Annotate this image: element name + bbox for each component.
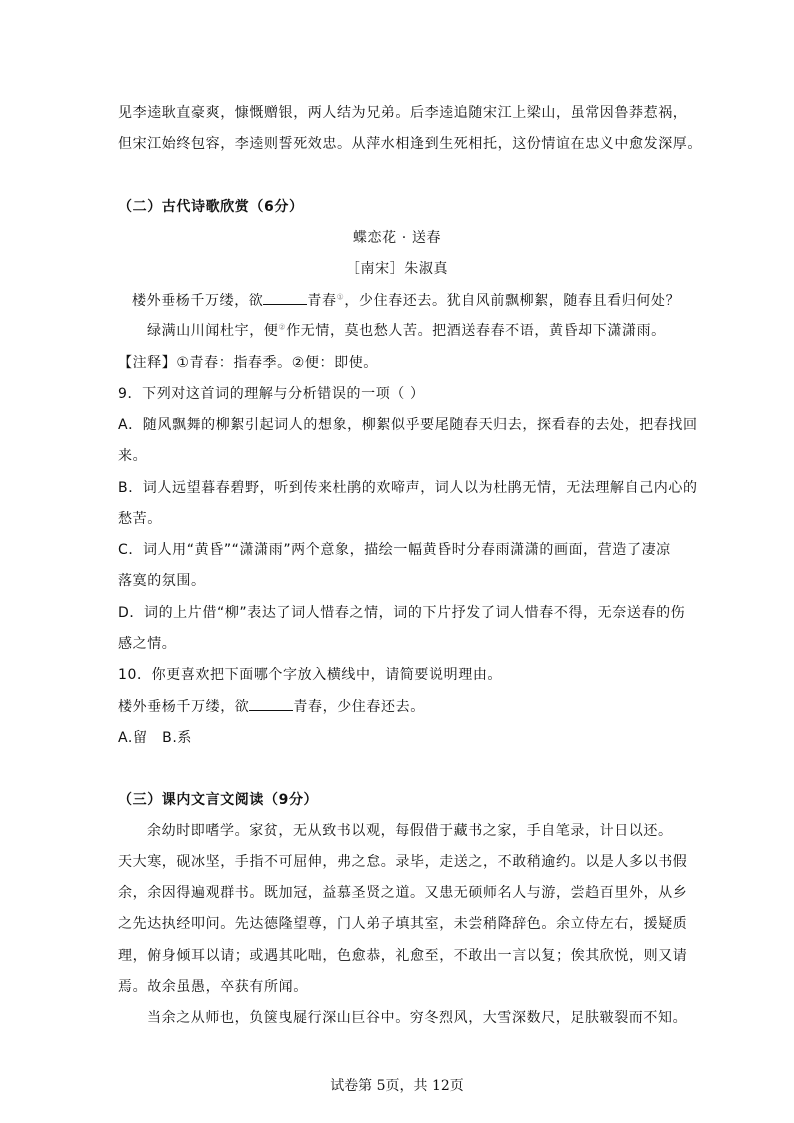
option-c-line-1: C．词人用“黄昏”“潇潇雨”两个意象，描绘一幅黄昏时分春雨潇潇的画面，营造了凄凉 (118, 542, 671, 558)
answer-blank (263, 290, 307, 305)
question-10: 10．你更喜欢把下面哪个字放入横线中，请简要说明理由。 (118, 667, 503, 683)
poem-title: 蝶恋花 · 送春 (352, 230, 442, 246)
note-marker-1: ① (336, 292, 345, 302)
option-a-line-1: A．随风飘舞的柳絮引起词人的想象，柳絮似乎要尾随春天归去，探看春的去处，把春找回 (118, 417, 698, 433)
poem-line-1 (132, 290, 680, 311)
passage-line-7: 当余之从师也，负箧曳屣行深山巨谷中。穷冬烈风，大雪深数尺，足肤皲裂而不知。 (147, 1010, 688, 1026)
poem-line-1-c: ，少住春还去。犹自风前飘柳絮，随春且看归何处？ (344, 293, 681, 309)
passage-line-3: 余，余因得遍观群书。既加冠，益慕圣贤之道。又患无硕师名人与游，尝趋百里外，从乡 (118, 885, 688, 901)
section-3-heading: （三）课内文言文阅读（9分） (118, 792, 319, 808)
poem-author: ［南宋］朱淑真 (345, 261, 449, 277)
poem-line-1-a: 楼外垂杨千万缕，欲 (132, 293, 264, 309)
option-c-line-2: 落寞的氛围。 (118, 573, 206, 589)
question-10-line (118, 696, 425, 717)
passage-line-1: 余幼时即嗜学。家贫，无从致书以观，每假借于藏书之家，手自笔录，计日以还。 (147, 823, 673, 839)
passage-line-5: 理，俯身倾耳以请；或遇其叱咄，色愈恭，礼愈至，不敢出一言以复；俟其欣悦，则又请 (118, 948, 688, 964)
q10-line-a: 楼外垂杨千万缕，欲 (118, 699, 250, 715)
intro-line-1: 见李逵耿直豪爽，慷慨赠银，两人结为兄弟。后李逵追随宋江上梁山，虽常因鲁莽惹祸， (118, 105, 688, 121)
intro-line-2: 但宋江始终包容，李逵则誓死效忠。从萍水相逢到生死相托，这份情谊在忠义中愈发深厚。 (118, 136, 702, 152)
passage-line-6: 焉。故余虽愚，卒获有所闻。 (118, 979, 308, 995)
poem-line-2-a: 绿满山川闻杜宇，便 (147, 323, 279, 339)
poem-line-2-b: 作无情，莫也愁人苦。把酒送春春不语，黄昏却下潇潇雨。 (286, 323, 666, 339)
poem-line-1-b: 青春 (307, 293, 337, 309)
passage-line-4: 之先达执经叩问。先达德隆望尊，门人弟子填其室，未尝稍降辞色。余立侍左右，援疑质 (118, 916, 688, 932)
option-b-line-2: 愁苦。 (118, 511, 162, 527)
passage-line-2: 天大寒，砚冰坚，手指不可屈伸，弗之怠。录毕，走送之，不敢稍逾约。以是人多以书假 (118, 854, 688, 870)
page-footer: 试卷第 5页，共 12页 (330, 1078, 464, 1094)
q10-line-b: 青春，少住春还去。 (293, 699, 425, 715)
section-2-heading: （二）古代诗歌欣赏（6分） (118, 199, 304, 215)
poem-line-2 (147, 321, 666, 341)
option-d-line-1: D．词的上片借“柳”表达了词人惜春之情，词的下片抒发了词人惜春不得，无奈送春的伤 (118, 605, 686, 621)
question-10-options: A.留 B.系 (118, 730, 193, 746)
annotation: 【注释】①青春：指春季。②便：即使。 (118, 355, 378, 371)
question-9: 9．下列对这首词的理解与分析错误的一项（ ） (118, 386, 425, 402)
option-b-line-1: B．词人远望暮春碧野，听到传来杜鹃的欢啼声，词人以为杜鹃无情，无法理解自己内心的 (118, 480, 698, 496)
note-marker-2: ② (278, 322, 287, 332)
q10-blank (249, 696, 293, 711)
option-d-line-2: 感之情。 (118, 636, 177, 652)
option-a-line-2: 来。 (118, 448, 148, 464)
